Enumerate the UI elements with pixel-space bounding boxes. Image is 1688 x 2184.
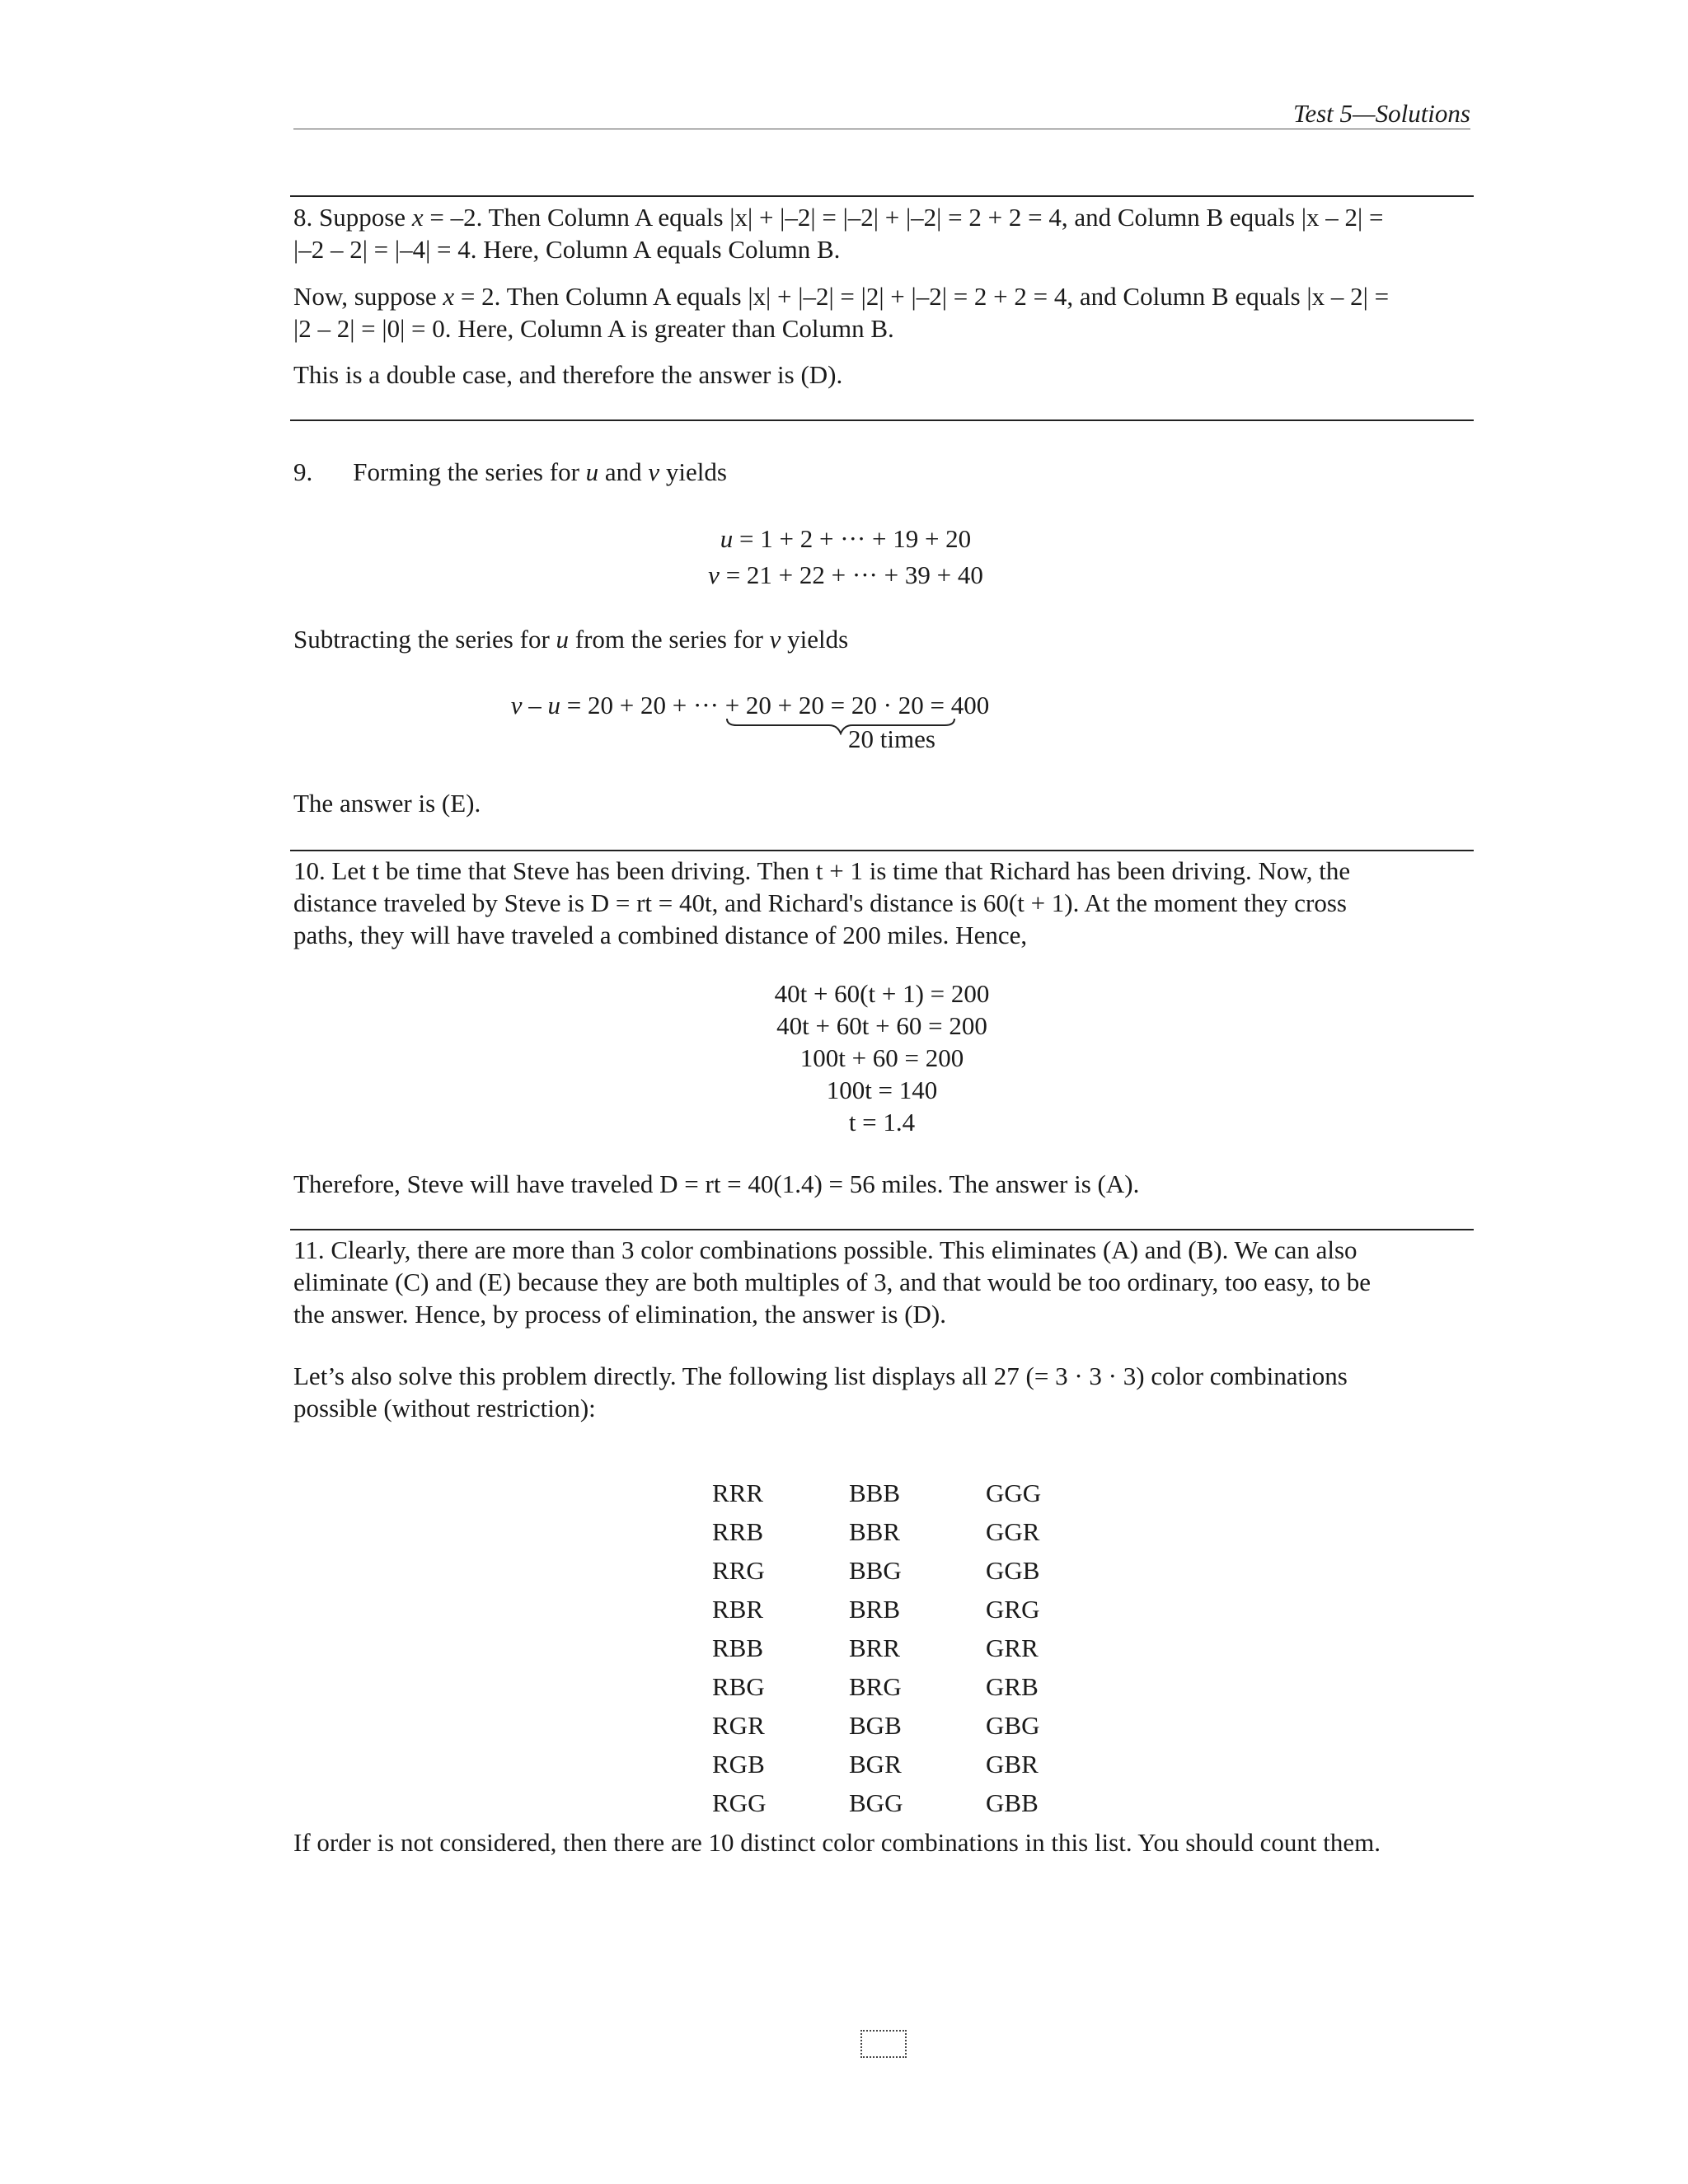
divider: [290, 195, 1474, 197]
q9-braced-sum: 20 + 20 + ··· + 20 + 20: [588, 691, 824, 719]
q10-eq: 40t + 60t + 60 = 200: [776, 1011, 987, 1040]
combo: RRR: [712, 1479, 764, 1507]
q9-subtract-line: Subtracting the series for u from the series for v yields: [293, 625, 849, 654]
q11-line-3: the answer. Hence, by process of elimination, the answer is (D).: [293, 1300, 946, 1329]
q9-equation-u: u = 1 + 2 + ··· + 19 + 20: [720, 524, 972, 553]
combo: RGB: [712, 1750, 765, 1779]
q10-line-2: distance traveled by Steve is D = rt = 40t, and Richard's distance is 60(t + 1). At the moment they cross: [293, 888, 1347, 917]
solution-10: [293, 855, 1474, 951]
q11-line-1: 11. Clearly, there are more than 3 color combinations possible. This eliminates (A) and (B). We can also: [293, 1235, 1357, 1264]
q9-underbrace-label: 20 times: [848, 724, 935, 753]
combo: RBB: [712, 1633, 764, 1662]
combo: GRR: [986, 1633, 1039, 1662]
combo-column-r: [712, 1474, 766, 1822]
combo: RBG: [712, 1672, 765, 1701]
q10-line-1: 10. Let t be time that Steve has been driving. Then t + 1 is time that Richard has been driving. Now, the: [293, 856, 1351, 885]
combo: BGG: [849, 1788, 903, 1817]
q10-eq: 100t + 60 = 200: [799, 1043, 964, 1072]
divider: [290, 419, 1474, 421]
q9-number: 9.: [293, 457, 313, 486]
combo: BRR: [849, 1633, 901, 1662]
q10-answer: Therefore, Steve will have traveled D = rt = 40(1.4) = 56 miles. The answer is (A).: [293, 1169, 1140, 1198]
combo: GGG: [986, 1479, 1042, 1507]
combo: BGB: [849, 1711, 902, 1740]
combo: BRG: [849, 1672, 902, 1701]
q10-equations: [659, 977, 1104, 1138]
solution-9-intro: 9. Forming the series for u and v yields: [293, 457, 727, 486]
q8-line-2: |–2 – 2| = |–4| = 4. Here, Column A equals Column B.: [293, 235, 841, 264]
q10-eq: 100t = 140: [826, 1076, 938, 1104]
combo: BBG: [849, 1556, 902, 1585]
q8-line-1: 8. Suppose x = –2. Then Column A equals |x| + |–2| = |–2| + |–2| = 2 + 2 = 4, and Column B equals |x – 2| =: [293, 203, 1384, 232]
q8-line-4: |2 – 2| = |0| = 0. Here, Column A is greater than Column B.: [293, 314, 894, 343]
q10-eq: 40t + 60(t + 1) = 200: [774, 979, 990, 1008]
combo: GBR: [986, 1750, 1039, 1779]
combo: RRB: [712, 1517, 764, 1546]
q8-line-3: Now, suppose x = 2. Then Column A equals |x| + |–2| = |2| + |–2| = 2 + 2 = 4, and Column B equals |x – 2| =: [293, 282, 1390, 311]
combo: BRB: [849, 1595, 901, 1624]
combo: BBR: [849, 1517, 901, 1546]
combo: RGG: [712, 1788, 767, 1817]
combo: RBR: [712, 1595, 764, 1624]
q9-difference-equation: v – u = 20 + 20 + ··· + 20 + 20 = 20 · 20 = 400: [510, 691, 990, 719]
combo: GBG: [986, 1711, 1040, 1740]
combo-column-b: [849, 1474, 903, 1822]
q10-line-3: paths, they will have traveled a combined distance of 200 miles. Hence,: [293, 921, 1028, 949]
solution-11: [293, 1234, 1474, 1424]
divider: [290, 850, 1474, 851]
q8-line-5: This is a double case, and therefore the answer is (D).: [293, 360, 843, 389]
combo: GRB: [986, 1672, 1039, 1701]
q11-line-2: eliminate (C) and (E) because they are both multiples of 3, and that would be too ordinary, too easy, to be: [293, 1268, 1372, 1296]
running-header: [293, 96, 1470, 129]
combo: RGR: [712, 1711, 765, 1740]
combo: RRG: [712, 1556, 765, 1585]
q11-closing: If order is not considered, then there are 10 distinct color combinations in this list. You should count them.: [293, 1828, 1381, 1857]
combo: GGB: [986, 1556, 1040, 1585]
q11-line-5: possible (without restriction):: [293, 1394, 596, 1422]
solution-8: [293, 201, 1474, 391]
combo: BBB: [849, 1479, 901, 1507]
combo: GBB: [986, 1788, 1039, 1817]
q10-eq: t = 1.4: [848, 1108, 916, 1137]
divider: [290, 1229, 1474, 1230]
combo: BGR: [849, 1750, 902, 1779]
q11-line-4: Let’s also solve this problem directly. The following list displays all 27 (= 3 · 3 · 3) color combinations: [293, 1361, 1348, 1390]
combo-column-g: [986, 1474, 1041, 1822]
header-title: Test 5—Solutions: [1292, 99, 1470, 128]
combo: GGR: [986, 1517, 1040, 1546]
q9-equation-v: v = 21 + 22 + ··· + 39 + 40: [708, 560, 983, 589]
combo: GRG: [986, 1595, 1040, 1624]
page-number-box: [860, 2030, 907, 2058]
q9-answer: The answer is (E).: [293, 789, 481, 818]
